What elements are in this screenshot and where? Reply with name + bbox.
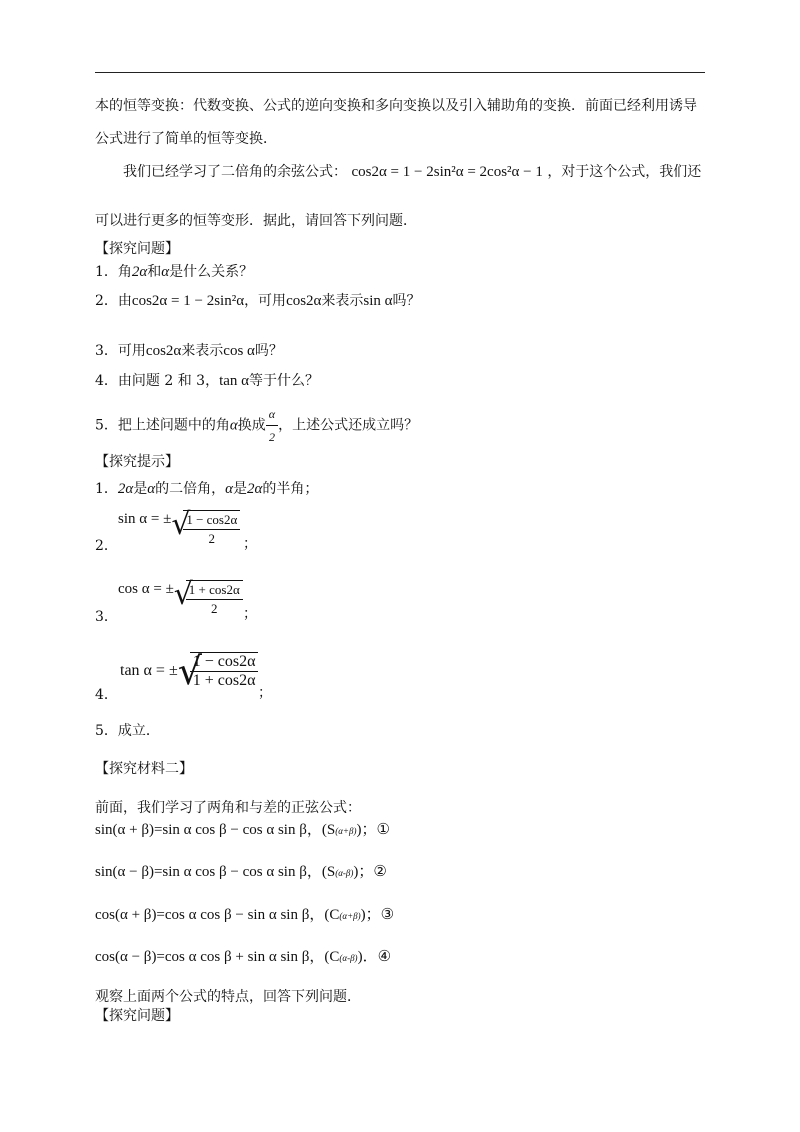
h1-text-a: 1． xyxy=(95,481,118,497)
material2-heading: 【探究材料二】 xyxy=(95,761,193,777)
hint-2-number: 2． xyxy=(95,538,118,554)
q3-text-b: 来表示 xyxy=(181,343,224,359)
q3-math-cos2a: cos2α xyxy=(145,343,182,359)
h4-sqrt xyxy=(177,649,259,693)
hint-3-number: 3． xyxy=(95,609,118,625)
radical-icon: √ xyxy=(173,577,193,612)
h4-lhs: tan α = ± xyxy=(120,662,178,679)
intro-line-3 xyxy=(123,163,701,181)
h2-frac-den: 2 xyxy=(208,531,216,546)
intro-line-3-suffix: ，对于这个公式，我们还 xyxy=(547,164,702,180)
h1-math-alpha: α xyxy=(147,481,156,497)
q3-math-cosa: cos α xyxy=(223,343,255,359)
hint-4-semicolon: ； xyxy=(258,685,272,701)
q2-math-sina: sin α xyxy=(363,293,393,309)
q2-math-formula: cos2α = 1 − 2sin²α xyxy=(131,293,245,309)
f1-tag-letter: S xyxy=(326,822,336,838)
q4-math-tana: tan α xyxy=(219,373,250,389)
material2-observe: 观察上面两个公式的特点，回答下列问题． xyxy=(95,989,361,1005)
formula-s-alpha-plus-beta xyxy=(95,820,390,840)
intro-line-3-prefix: 我们已经学习了二倍角的余弦公式： xyxy=(123,164,347,180)
f4-end: ．④ xyxy=(362,947,392,965)
intro-line-1: 本的恒等变换：代数变换、公式的逆向变换和多向变换以及引入辅助角的变换．前面已经利用诱导 xyxy=(95,98,697,114)
h3-fraction xyxy=(186,581,243,618)
question-1 xyxy=(95,263,253,281)
f3-end: ；③ xyxy=(365,905,395,923)
material2-intro: 前面，我们学习了两角和与差的正弦公式： xyxy=(95,800,361,816)
h2-lhs: sin α = ± xyxy=(118,511,172,527)
question-5 xyxy=(95,403,418,448)
q5-text-b: 换成 xyxy=(237,417,266,434)
f1-end: ；① xyxy=(361,820,390,838)
h3-frac-den: 2 xyxy=(211,601,218,616)
f1-tag: (S(α+β)) xyxy=(321,822,362,838)
h4-frac-den: 1 + cos2α xyxy=(192,672,256,689)
h4-frac-num: 1 − cos2α xyxy=(190,653,259,672)
q3-text-a: 3．可用 xyxy=(95,343,146,359)
q5-frac-den: 2 xyxy=(268,430,275,444)
f1-body: sin(α + β)=sin α cos β − cos α sin β， xyxy=(95,822,322,838)
h2-sqrt xyxy=(171,507,240,548)
hint-4-formula xyxy=(120,649,258,693)
q2-text-a: 2．由 xyxy=(95,293,132,309)
q2-text-d: 吗？ xyxy=(392,293,421,309)
formula-c-alpha-plus-beta xyxy=(95,905,394,925)
h1-text-b: 是 xyxy=(133,481,148,497)
f2-end: ；② xyxy=(358,862,387,880)
h1-text-e: 的半角； xyxy=(262,481,319,497)
f4-tag-sub: (α-β) xyxy=(339,953,358,963)
question-2 xyxy=(95,292,421,310)
f2-body: sin(α − β)=sin α cos β − cos α sin β， xyxy=(95,864,322,880)
f3-tag-letter: C xyxy=(329,907,340,923)
hint-3-formula xyxy=(118,577,243,618)
question-4 xyxy=(95,372,319,390)
header-rule xyxy=(95,72,705,73)
f1-tag-sub: (α+β) xyxy=(335,826,357,836)
q1-text-c: 是什么关系？ xyxy=(169,264,254,280)
f2-tag-sub: (α-β) xyxy=(335,868,354,878)
h1-math-2alpha: 2α xyxy=(117,481,134,497)
material2-questions-heading: 【探究问题】 xyxy=(95,1008,179,1024)
h2-fraction xyxy=(183,511,240,548)
hint-3-semicolon: ； xyxy=(243,606,257,622)
question-3 xyxy=(95,342,283,360)
questions-heading: 【探究问题】 xyxy=(95,241,179,257)
h1-math-alpha-2: α xyxy=(225,481,234,497)
hint-2-semicolon: ； xyxy=(243,536,257,552)
f3-tag-sub: (α+β) xyxy=(339,911,361,921)
h3-sqrt xyxy=(173,577,243,618)
f4-body: cos(α − β)=cos α cos β + sin α sin β， xyxy=(95,949,325,965)
hints-heading: 【探究提示】 xyxy=(95,454,179,470)
h3-frac-num: 1 + cos2α xyxy=(186,581,243,600)
f2-tag: (S(α-β)) xyxy=(321,864,359,880)
q2-text-c: 来表示 xyxy=(321,293,364,309)
q1-text-b: 和 xyxy=(147,264,162,280)
h1-text-d: 是 xyxy=(233,481,248,497)
q4-text-a: 4．由问题 2 和 3， xyxy=(95,373,220,389)
hint-4-number: 4． xyxy=(95,687,118,703)
hint-5: 5．成立． xyxy=(95,723,160,739)
q1-text-a: 1．角 xyxy=(95,264,132,280)
radical-icon: √ xyxy=(171,507,191,542)
formula-c-alpha-minus-beta xyxy=(95,947,391,967)
f4-tag: (C(α-β)) xyxy=(324,949,363,965)
q2-math-cos2a: cos2α xyxy=(286,293,322,309)
q1-math-alpha: α xyxy=(161,264,170,280)
q5-frac-num: α xyxy=(266,403,278,426)
q3-text-c: 吗？ xyxy=(254,343,283,359)
h2-frac-num: 1 − cos2α xyxy=(183,511,240,530)
hint-1 xyxy=(95,480,318,498)
h1-math-2alpha-2: 2α xyxy=(247,481,263,497)
q5-fraction-half-alpha xyxy=(266,403,278,448)
q5-math-alpha: α xyxy=(229,417,238,434)
f4-tag-letter: C xyxy=(329,949,340,965)
f3-tag: (C(α+β)) xyxy=(324,907,366,923)
radical-icon: √ xyxy=(177,649,202,693)
f2-tag-letter: S xyxy=(326,864,336,880)
intro-line-4: 可以进行更多的恒等变形．据此，请回答下列问题． xyxy=(95,213,417,229)
q2-text-b: ，可用 xyxy=(244,293,287,309)
q5-text-c: ，上述公式还成立吗？ xyxy=(278,417,419,434)
q4-text-b: 等于什么？ xyxy=(249,373,320,389)
formula-s-alpha-minus-beta xyxy=(95,862,387,882)
f3-body: cos(α + β)=cos α cos β − sin α sin β， xyxy=(95,907,325,923)
h3-lhs: cos α = ± xyxy=(118,581,174,597)
h1-text-c: 的二倍角， xyxy=(155,481,226,497)
q1-math-2alpha: 2α xyxy=(131,264,148,280)
q5-text-a: 5．把上述问题中的角 xyxy=(95,417,230,434)
double-angle-cosine-formula: cos2α = 1 − 2sin²α = 2cos²α − 1 xyxy=(351,164,543,180)
intro-line-2: 公式进行了简单的恒等变换． xyxy=(95,131,277,147)
hint-2-formula xyxy=(118,507,240,548)
